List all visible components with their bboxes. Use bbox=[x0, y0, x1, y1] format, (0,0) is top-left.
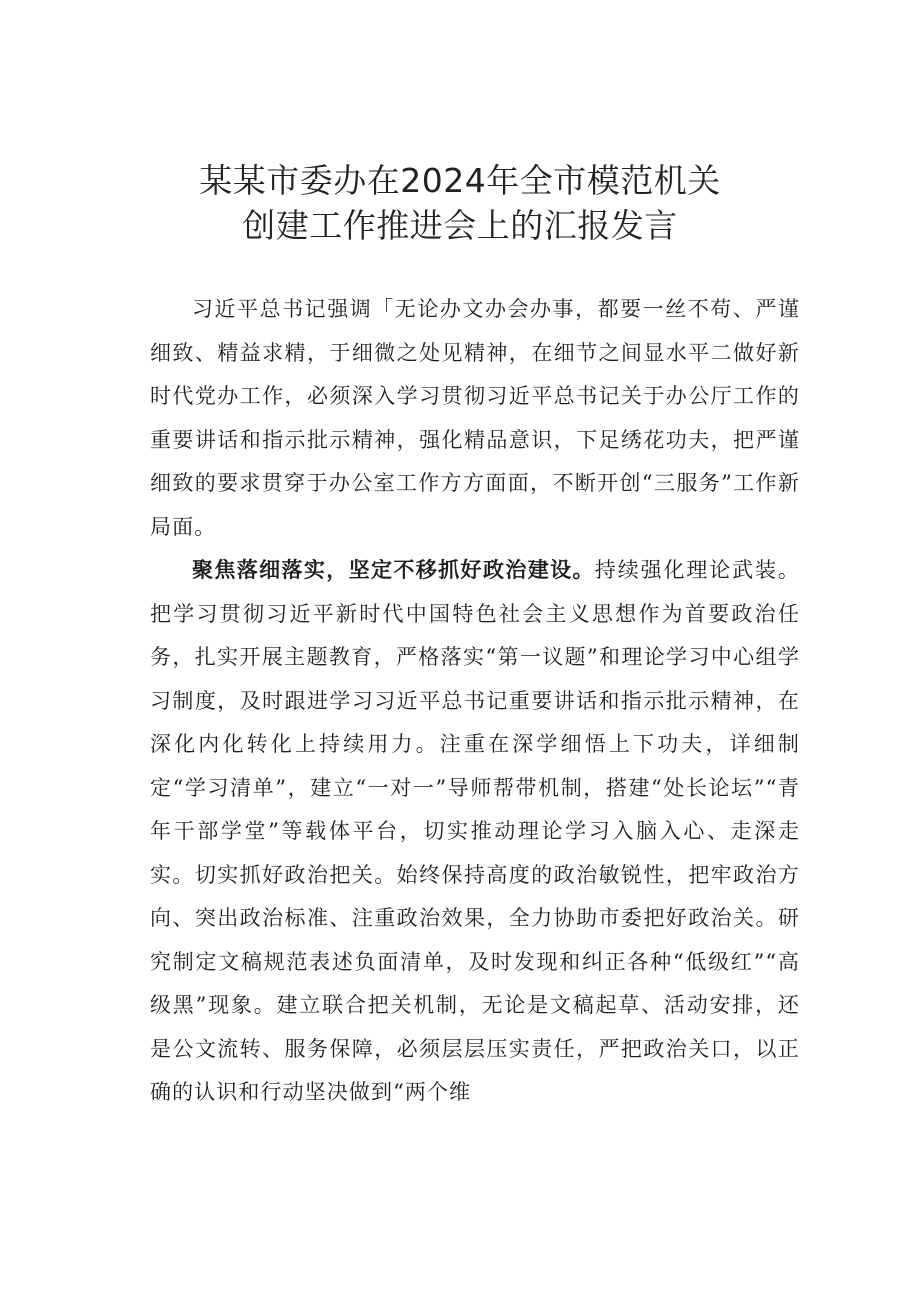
paragraph-body: 持续强化理论武装。把学习贯彻习近平新时代中国特色社会主义思想作为首要政治任务，扎实开展主题教育，严格落实“第一议题”和理论学习中心组学习制度，及时跟进学习习近平总书记重要讲话和指示批示精神，在深化内化转化上持续用力。注重在深学细悟上下功夫，详细制定“学习清单”，建立“一对一”导师帮带机制，搭建“处长论坛”“青年干部学堂”等载体平台，切实推动理论学习入脑入心、走深走实。切实抓好政治把关。始终保持高度的政治敏锐性，把牢政治方向、突出政治标准、注重政治效果，全力协助市委把好政治关。研究制定文稿规范表述负面清单，及时发现和纠正各种“低级红”“高级黑”现象。建立联合把关机制，无论是文稿起草、活动安排，还是公文流转、服务保障，必须层层压实责任，严把政治关口，以正确的认识和行动坚决做到“两个维 bbox=[150, 558, 800, 1104]
document-title bbox=[100, 158, 820, 248]
paragraph-intro: 习近平总书记强调「无论办文办会办事，都要一丝不苟、严谨细致、精益求精，于细微之处见精神，在细节之间显水平二做好新时代党办工作，必须深入学习贯彻习近平总书记关于办公厅工作的重要讲话和指示批示精神，强化精品意识，下足绣花功夫，把严谨细致的要求贯穿于办公室工作方方面面，不断开创“三服务”工作新局面。 bbox=[150, 297, 800, 539]
paragraph-political-building bbox=[150, 549, 800, 1115]
paragraph-heading: 聚焦落细落实，坚定不移抓好政治建设。 bbox=[192, 558, 595, 582]
title-line-1: 某某市委办在2024年全市模范机关 bbox=[199, 161, 721, 200]
title-line-2: 创建工作推进会上的汇报发言 bbox=[242, 206, 678, 245]
